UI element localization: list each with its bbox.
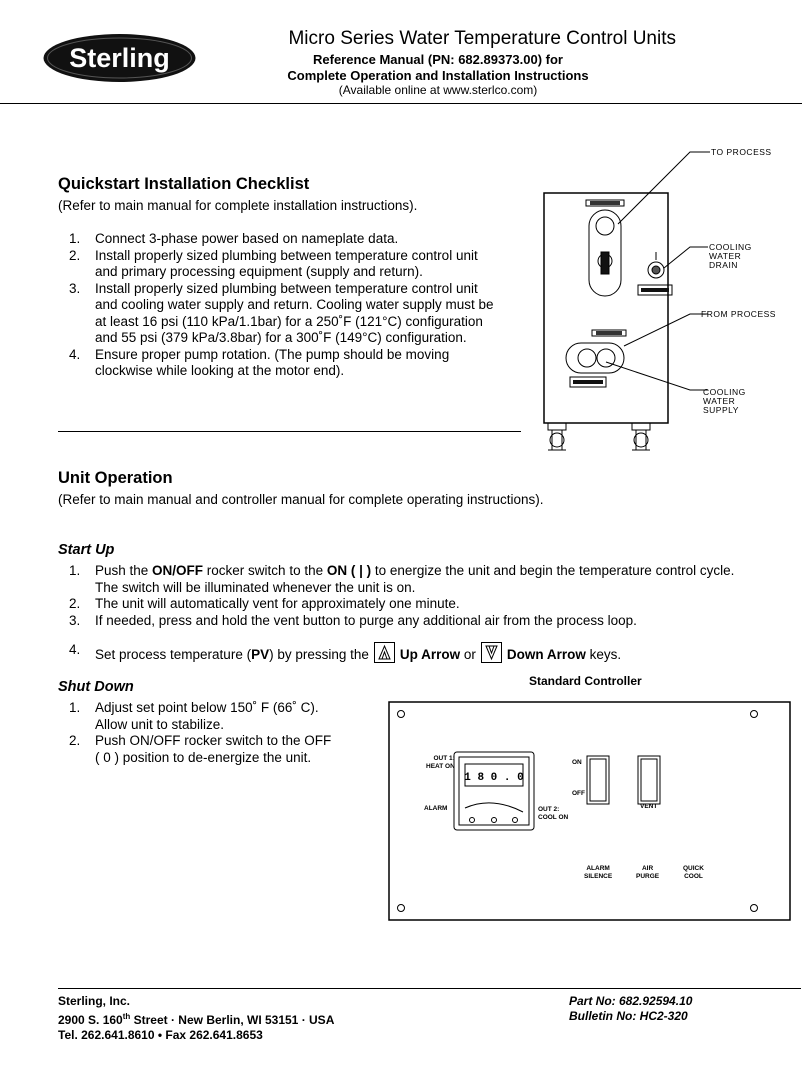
start-up-step-4 bbox=[58, 642, 798, 664]
list-item: 2. Install properly sized plumbing between temperature control unit and primary processing equipment (supply and return). bbox=[69, 247, 478, 279]
quick-cool-label[interactable]: QUICK COOL bbox=[683, 865, 704, 880]
controller-caption: Standard Controller bbox=[529, 674, 642, 688]
down-arrow-key-icon bbox=[481, 642, 502, 663]
start-up-list bbox=[58, 563, 798, 629]
quickstart-heading: Quickstart Installation Checklist bbox=[58, 175, 310, 193]
on-label: ON bbox=[572, 759, 582, 766]
out1-label: OUT 1: HEAT ON bbox=[426, 755, 455, 770]
list-item: 1. Connect 3-phase power based on nameplate data. bbox=[69, 231, 399, 246]
off-label: OFF bbox=[572, 790, 585, 797]
alarm-label: ALARM bbox=[424, 805, 448, 812]
section-divider bbox=[58, 431, 521, 432]
air-purge-label[interactable]: AIR PURGE bbox=[636, 865, 660, 880]
list-item: 1. Push the ON/OFF rocker switch to the ON ( | ) to energize the unit and begin the temperature control cycle. The switch will be illuminated whenever the unit is on. bbox=[69, 563, 735, 595]
cooling-water-drain-label: COOLING WATER DRAIN bbox=[709, 242, 752, 270]
list-item: 1. Adjust set point below 150˚ F (66˚ C). Allow unit to stabilize. bbox=[69, 700, 319, 732]
list-item: 3. If needed, press and hold the vent button to purge any additional air from the process loop. bbox=[69, 612, 637, 628]
footer-company-info bbox=[58, 994, 334, 1043]
to-process-label: TO PROCESS bbox=[711, 147, 772, 157]
list-item: 4. Set process temperature (PV) by pressing the Up Arrow or Down Arrow keys. bbox=[69, 642, 622, 662]
footer-part-info bbox=[569, 994, 692, 1024]
alarm-silence-label[interactable]: ALARM SILENCE bbox=[584, 865, 613, 880]
list-item: 2. The unit will automatically vent for approximately one minute. bbox=[69, 596, 460, 611]
available-online: (Available online at www.sterlco.com) bbox=[338, 83, 538, 97]
instructions-line: Complete Operation and Installation Instructions bbox=[287, 68, 589, 83]
list-item: 2. Push ON/OFF rocker switch to the OFF ( 0 ) position to de-energize the unit. bbox=[69, 733, 332, 765]
reference-manual-line: Reference Manual (PN: 682.89373.00) for bbox=[313, 52, 563, 67]
up-arrow-key-icon bbox=[374, 642, 395, 663]
on-off-rocker-switch[interactable] bbox=[587, 756, 609, 804]
unit-operation-heading: Unit Operation bbox=[58, 469, 173, 487]
from-process-label: FROM PROCESS bbox=[701, 309, 776, 319]
vent-button[interactable] bbox=[638, 756, 660, 804]
company-name: Sterling, Inc. bbox=[58, 994, 131, 1008]
company-address: 2900 S. 160th Street · New Berlin, WI 53151 · USA bbox=[58, 1012, 335, 1027]
cooling-water-supply-label: COOLING WATER SUPPLY bbox=[703, 387, 746, 415]
vent-label: VENT bbox=[640, 803, 658, 810]
controller-panel bbox=[387, 700, 792, 922]
footer-divider bbox=[58, 988, 801, 989]
part-number: Part No: 682.92594.10 bbox=[569, 994, 693, 1008]
document-title: Micro Series Water Temperature Control Units bbox=[288, 28, 676, 49]
quickstart-note: (Refer to main manual for complete installation instructions). bbox=[58, 198, 418, 213]
unit-diagram bbox=[530, 140, 790, 460]
logo-text: Sterling bbox=[69, 43, 170, 73]
bulletin-number: Bulletin No: HC2-320 bbox=[569, 1009, 688, 1023]
start-up-heading: Start Up bbox=[58, 542, 115, 558]
sterling-logo bbox=[42, 32, 197, 84]
company-phone: Tel. 262.641.8610 • Fax 262.641.8653 bbox=[58, 1028, 263, 1042]
list-item: 3. Install properly sized plumbing between temperature control unit and cooling water supply and return. Cooling water supply must be at least 16 psi (110 kPa/1.1bar) for a 250˚F (121°C) configuration and 55 psi (379 kPa/3.8bar) for a 300˚F (149°C) configuration. bbox=[69, 280, 494, 345]
shut-down-heading: Shut Down bbox=[58, 679, 134, 695]
quickstart-list bbox=[58, 231, 528, 380]
header-divider bbox=[0, 103, 802, 104]
unit-operation-note: (Refer to main manual and controller manual for complete operating instructions). bbox=[58, 492, 544, 507]
list-item: 4. Ensure proper pump rotation. (The pump should be moving clockwise while looking at the motor end). bbox=[69, 346, 450, 378]
controller-display: 1 8 0 . 0 bbox=[464, 772, 524, 784]
shut-down-list bbox=[58, 700, 378, 766]
out2-label: OUT 2: COOL ON bbox=[538, 806, 569, 821]
